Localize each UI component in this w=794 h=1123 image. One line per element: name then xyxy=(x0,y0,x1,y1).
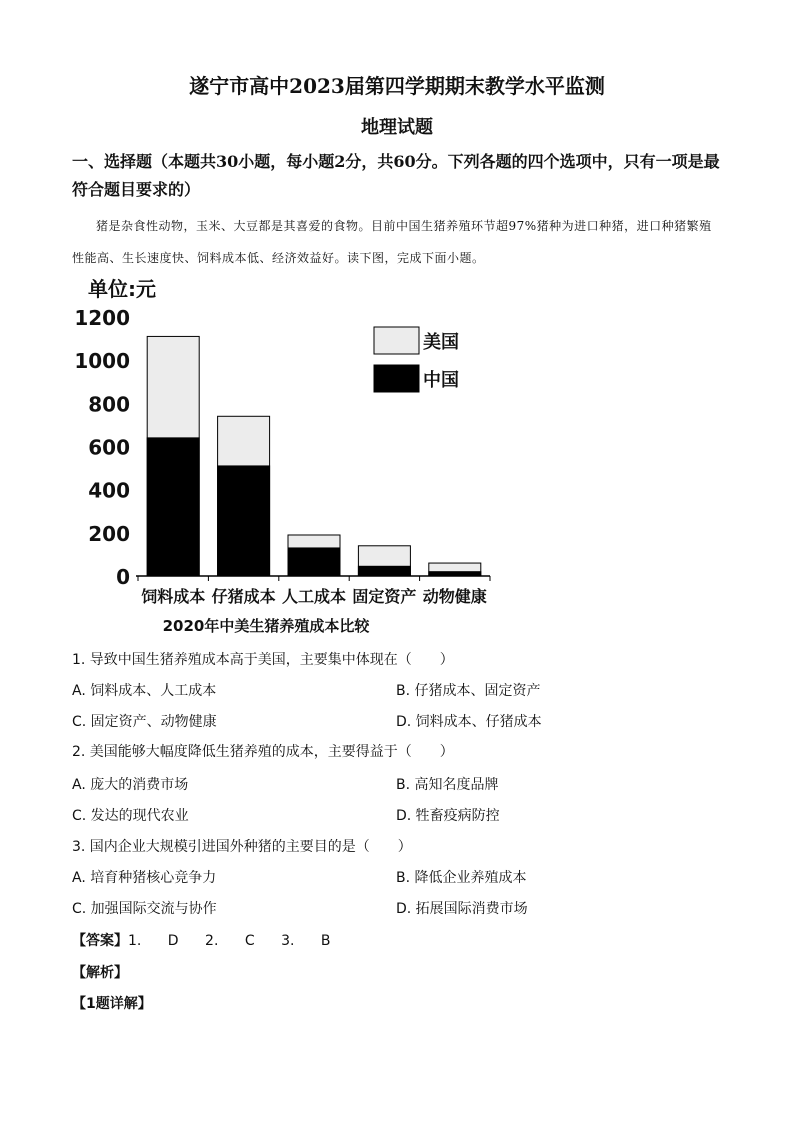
x-tick-label: 仔猪成本 xyxy=(211,587,276,606)
question-3-option-b: B. 降低企业养殖成本 xyxy=(396,870,527,886)
chart-labels xyxy=(74,277,486,635)
legend-label-china: 中国 xyxy=(423,370,459,391)
intro-paragraph: 猪是杂食性动物，玉米、大豆都是其喜爱的食物。目前中国生猪养殖环节超97%猪种为进口种猪，进口种猪繁殖性能高、生长速度快、饲料成本低、经济效益好。读下图，完成下面小题。 xyxy=(72,219,712,265)
question-1-stem: 1. 导致中国生猪养殖成本高于美国，主要集中体现在（ ） xyxy=(72,652,454,668)
question-1-option-b: B. 仔猪成本、固定资产 xyxy=(396,683,541,699)
section-heading: 一、选择题（本题共30小题，每小题2分，共60分。下列各题的四个选项中，只有一项是最符合题目要求的） xyxy=(72,152,720,199)
y-tick-label: 0 xyxy=(116,565,130,589)
page-title: 遂宁市高中2023届第四学期期末教学水平监测 xyxy=(189,74,605,98)
answer-line xyxy=(72,930,330,950)
question-3-option-a: A. 培育种猪核心竞争力 xyxy=(72,870,217,886)
answer-label: 【答案】 xyxy=(72,933,128,949)
cost-comparison-chart xyxy=(62,272,502,647)
x-tick-label: 人工成本 xyxy=(281,587,347,606)
chart-unit-label: 单位:元 xyxy=(88,277,156,301)
bar-china xyxy=(288,548,340,576)
legend-swatch-china xyxy=(374,365,419,392)
question-1-option-c: C. 固定资产、动物健康 xyxy=(72,714,217,730)
question-2-option-b: B. 高知名度品牌 xyxy=(396,777,499,793)
question-1-option-a: A. 饲料成本、人工成本 xyxy=(72,683,217,699)
analysis-label: 【解析】 xyxy=(72,965,128,981)
question-2-option-a: A. 庞大的消费市场 xyxy=(72,777,189,793)
question-2-stem: 2. 美国能够大幅度降低生猪养殖的成本，主要得益于（ ） xyxy=(72,744,454,760)
y-tick-label: 200 xyxy=(88,521,130,546)
bar-china xyxy=(358,566,410,576)
bar-china xyxy=(147,438,199,576)
question-3-stem: 3. 国内企业大规模引进国外种猪的主要目的是（ ） xyxy=(72,839,412,855)
y-tick-label: 400 xyxy=(88,478,130,503)
bar-china xyxy=(218,466,270,576)
question-3-option-c: C. 加强国际交流与协作 xyxy=(72,901,217,917)
x-tick-label: 饲料成本 xyxy=(141,587,206,606)
detail-label: 【1题详解】 xyxy=(72,996,152,1012)
answer-values: 1. D 2. C 3. B xyxy=(128,933,331,949)
legend-label-usa: 美国 xyxy=(423,332,459,353)
y-tick-label: 800 xyxy=(88,392,130,417)
x-tick-label: 动物健康 xyxy=(422,587,487,606)
chart-legend xyxy=(374,327,459,392)
x-tick-label: 固定资产 xyxy=(352,587,417,606)
question-2-option-d: D. 牲畜疫病防控 xyxy=(396,808,500,824)
chart-axes xyxy=(136,576,490,581)
y-tick-label: 1000 xyxy=(74,349,130,374)
question-2-option-c: C. 发达的现代农业 xyxy=(72,808,189,824)
subject-title: 地理试题 xyxy=(361,117,433,138)
question-3-option-d: D. 拓展国际消费市场 xyxy=(396,901,528,917)
y-tick-label: 1200 xyxy=(74,306,130,330)
y-tick-label: 600 xyxy=(88,435,130,460)
bar-china xyxy=(429,572,481,576)
chart-title: 2020年中美生猪养殖成本比较 xyxy=(162,617,370,635)
question-1-option-d: D. 饲料成本、仔猪成本 xyxy=(396,714,542,730)
legend-swatch-usa xyxy=(374,327,419,354)
